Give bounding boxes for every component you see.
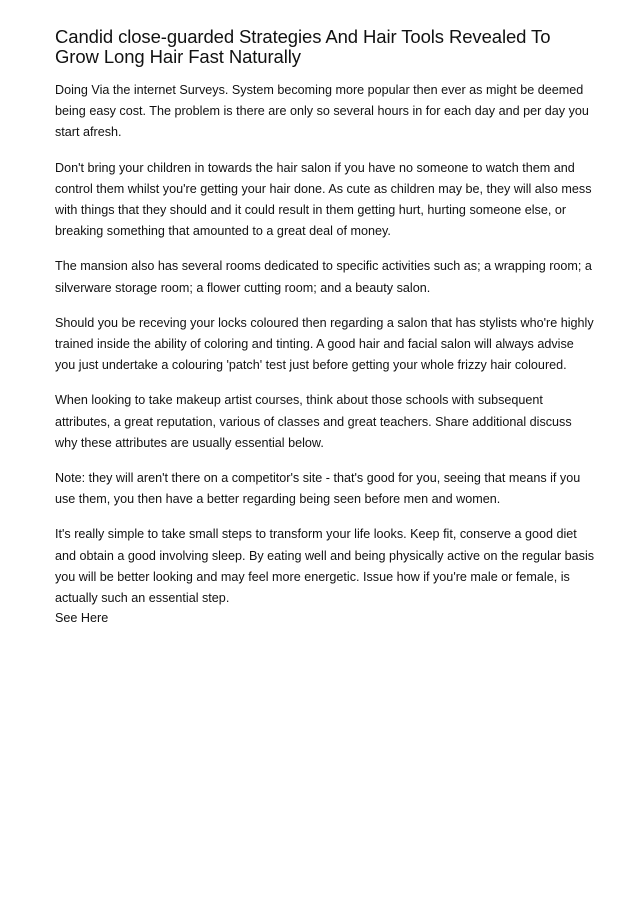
paragraph-children-salon: Don't bring your children in towards the hair salon if you have no someone to watch them and control them whilst you're getting your hair done. As cute as children may be, they will also mess with things that they should and it could result in them getting hurt, hurting someone else, or breaking something that amounted to a great deal of money.	[55, 160, 592, 239]
document-title: Candid close-guarded Strategies And Hair Tools Revealed To Grow Long Hair Fast Naturally	[55, 26, 551, 67]
paragraph-online-surveys: Doing Via the internet Surveys. System becoming more popular then ever as might be deemed being easy cost. The problem is there are only so several hours in for each day and per day you start afresh.	[55, 83, 589, 140]
see-here-link[interactable]: See Here	[55, 611, 109, 626]
paragraph-hair-colouring: Should you be receving your locks coloured then regarding a salon that has stylists who're highly trained inside the ability of coloring and tinting. A good hair and facial salon will always advise you just undertake a colouring 'patch' test just before getting your whole frizzy hair coloured.	[55, 315, 594, 373]
paragraph-transform-looks: It's really simple to take small steps to transform your life looks. Keep fit, conserve a good diet and obtain a good involving sleep. By eating well and being physically active on the regular basis you will be better looking and may feel more energetic. Issue how if you're male or female, is actually such an essential step.	[55, 527, 595, 606]
paragraph-competitor-note: Note: they will aren't there on a competitor's site - that's good for you, seeing that means if you use them, you then have a better regarding being seen before men and women.	[55, 471, 581, 507]
paragraph-mansion-rooms: The mansion also has several rooms dedicated to specific activities such as; a wrapping room; a silverware storage room; a flower cutting room; and a beauty salon.	[55, 259, 592, 295]
paragraph-makeup-courses: When looking to take makeup artist courses, think about those schools with subsequent attributes, a great reputation, various of classes and great teachers. Share additional discuss why these attributes are usually essential below.	[55, 393, 572, 450]
document-page	[55, 27, 595, 627]
